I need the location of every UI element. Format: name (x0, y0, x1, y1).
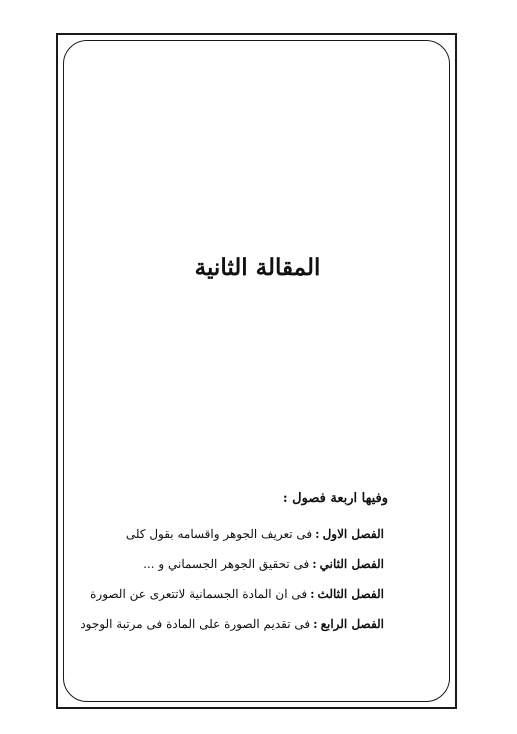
chapter-separator: : (310, 587, 315, 601)
chapter-list (80, 524, 384, 644)
section-title: المقالة الثانية (194, 254, 321, 281)
chapters-intro: وفيها اربعة فصول : (282, 491, 388, 506)
chapter-description: فى ان المادة الجسمانية لاتتعرى عن الصورة (90, 587, 308, 601)
chapter-description: فى تعريف الجوهر واقسامه بقول كلى (125, 527, 313, 541)
chapter-item-4 (80, 614, 384, 634)
chapter-separator: : (315, 527, 320, 541)
chapter-item-1 (80, 524, 384, 544)
chapter-description: فى تحقيق الجوهر الجسماني و ... (143, 557, 310, 571)
chapter-description: فى تقديم الصورة على المادة فى مرتبة الوجود (80, 617, 311, 631)
chapter-separator: : (312, 557, 317, 571)
chapter-label: الفصل الثاني (319, 557, 384, 571)
chapter-item-3 (80, 584, 384, 604)
chapter-label: الفصل الاول (322, 527, 384, 541)
chapter-label: الفصل الرابع (320, 617, 384, 631)
chapter-label: الفصل الثالث (317, 587, 384, 601)
chapter-item-2 (80, 554, 384, 574)
chapter-separator: : (313, 617, 318, 631)
